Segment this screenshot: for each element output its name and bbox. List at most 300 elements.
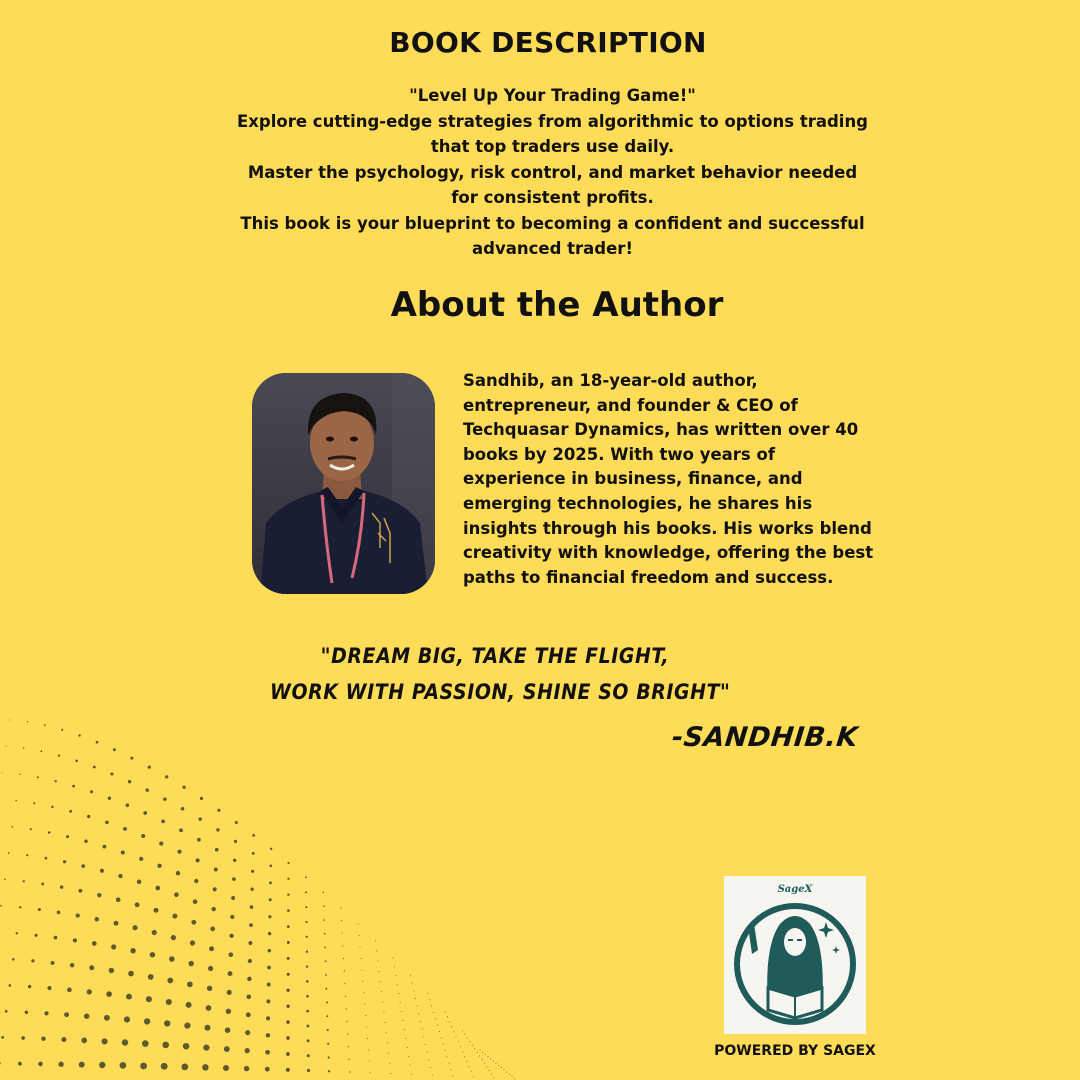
halftone-dot [514,1078,515,1079]
halftone-dot [57,911,61,915]
halftone-dot [376,951,377,952]
halftone-dot [306,1010,309,1013]
halftone-dot [361,969,362,970]
halftone-dot [287,957,290,960]
halftone-dot [113,748,116,751]
halftone-dot [99,1062,105,1068]
halftone-dot [154,908,159,913]
halftone-dot [453,1031,454,1032]
halftone-dot [381,991,382,992]
halftone-dot [200,797,203,800]
halftone-dot [403,1020,404,1021]
halftone-dot [159,842,163,846]
halftone-dot [306,995,309,998]
halftone-dot [246,1012,251,1017]
halftone-dot [184,1022,190,1028]
halftone-dot [193,899,198,904]
halftone-dot [469,1066,470,1067]
halftone-dot [28,985,31,988]
halftone-dot [445,1011,446,1012]
halftone-dot [324,947,326,949]
halftone-dot [144,1018,150,1024]
halftone-dot [493,1061,494,1062]
halftone-dot [286,989,289,992]
halftone-dot [270,848,272,850]
halftone-dot [286,1004,289,1007]
description-line: This book is your blueprint to becoming a confident and successful [240,213,865,233]
halftone-dot [488,1056,489,1057]
halftone-dot [165,775,168,778]
halftone-dot [305,876,307,878]
halftone-dot [269,881,272,884]
bio-line: creativity with knowledge, offering the best [463,543,874,563]
halftone-dot [177,850,181,854]
halftone-dot [45,857,48,860]
halftone-dot [327,1029,329,1031]
halftone-dot [84,1013,89,1018]
halftone-dot [431,1006,432,1007]
halftone-dot [181,1064,188,1071]
halftone-dot [51,806,53,808]
halftone-dot [509,1074,510,1075]
bio-line: books by 2025. With two years of [463,444,776,464]
halftone-dot [364,1004,365,1005]
about-author-heading: About the Author [390,285,724,325]
halftone-dot [183,1043,190,1050]
halftone-dot [252,834,255,837]
halftone-dot [287,973,290,976]
halftone-dot [169,956,175,962]
halftone-dot [233,859,236,862]
halftone-dot [395,975,396,976]
halftone-dot [92,941,97,946]
halftone-dot [498,1065,499,1066]
halftone-dot [360,947,361,948]
halftone-dot [490,1058,491,1059]
halftone-dot [361,958,362,959]
halftone-dot [228,952,233,957]
halftone-dot [51,961,55,965]
halftone-dot [266,999,270,1003]
halftone-dot [467,1037,468,1038]
halftone-dot [413,990,414,991]
halftone-dot [305,921,307,923]
halftone-dot [54,936,58,940]
halftone-dot [95,917,100,922]
description-line: for consistent profits. [451,188,654,207]
halftone-dot [287,862,289,864]
halftone-dot [449,1063,450,1064]
halftone-dot [388,1053,389,1054]
halftone-dot [226,1009,231,1014]
halftone-dot [435,1018,436,1019]
bio-line: Techquasar Dynamics, has written over 40 [463,420,859,440]
description-line: advanced trader! [472,239,633,258]
halftone-dot [90,790,93,793]
halftone-dot [207,986,212,991]
halftone-dot [451,1026,452,1027]
halftone-dot [148,766,151,769]
halftone-dot [286,1052,290,1056]
halftone-dot [422,1029,423,1030]
halftone-dot [208,966,213,971]
halftone-dot [328,1056,330,1058]
halftone-dot [109,968,114,973]
sagex-logo [724,876,866,1034]
halftone-dot [349,1071,350,1072]
halftone-dot [391,1073,392,1074]
halftone-dot [100,869,104,873]
halftone-dot [12,826,14,828]
halftone-dot [231,896,235,900]
halftone-dot [447,1016,448,1017]
author-photo [252,373,435,594]
halftone-dot [1,1036,4,1039]
halftone-dot [489,1070,490,1071]
halftone-dot [58,754,60,756]
halftone-dot [78,889,82,893]
halftone-dot [327,1043,329,1045]
halftone-dot [383,1012,384,1013]
halftone-dot [66,835,69,838]
halftone-dot [8,984,11,987]
halftone-dot [250,905,254,909]
bio-line: entrepreneur, and founder & CEO of [463,395,798,415]
halftone-dot [423,1036,424,1037]
halftone-dot [473,1076,474,1077]
halftone-dot [305,891,307,893]
halftone-dot [102,1038,108,1044]
halftone-dot [21,1036,25,1040]
halftone-dot [0,905,2,907]
hooded-reader-icon [724,876,866,1034]
halftone-dot [162,1042,169,1049]
halftone-dot [234,840,237,843]
halftone-dot [33,802,35,804]
halftone-dot [198,817,202,821]
halftone-dot [486,1066,487,1067]
halftone-dot [397,984,398,985]
halftone-dot [323,919,325,921]
halftone-dot [161,819,165,823]
author-portrait-icon [252,373,435,594]
halftone-dot [427,1052,428,1053]
halftone-dot [140,1062,147,1069]
halftone-dot [73,938,77,942]
halftone-dot [344,971,345,972]
halftone-dot [41,882,44,885]
halftone-dot [172,914,177,919]
halftone-dot [366,1027,367,1028]
halftone-dot [326,1015,328,1017]
halftone-dot [70,963,75,968]
halftone-dot [5,1010,8,1013]
halftone-dot [287,941,290,944]
halftone-dot [482,1052,483,1053]
halftone-dot [247,977,251,981]
halftone-dot [342,945,343,946]
halftone-dot [405,1038,406,1039]
halftone-dot [456,1036,457,1037]
description-line: Master the psychology, risk control, and market behavior needed [247,162,858,182]
halftone-dot [64,1012,69,1017]
halftone-dot [171,935,176,940]
halftone-dot [126,804,130,808]
halftone-dot [38,1062,43,1067]
halftone-dot [368,1049,369,1050]
halftone-dot [148,974,154,980]
halftone-dot [150,952,156,958]
halftone-dot [245,1030,250,1035]
halftone-dot [97,893,101,897]
halftone-dot [428,1059,429,1060]
halftone-dot [191,920,196,925]
halftone-dot [124,1016,130,1022]
halftone-dot [114,921,119,926]
halftone-dot [287,909,290,912]
halftone-dot [81,864,85,868]
halftone-dot [496,1063,497,1064]
halftone-dot [370,1072,371,1073]
bio-line: emerging technologies, he shares his [463,493,813,513]
halftone-dot [217,809,220,812]
halftone-dot [230,915,234,919]
halftone-dot [401,1011,402,1012]
halftone-dot [307,1069,310,1072]
bio-line: experience in business, finance, and [463,469,803,489]
halftone-dot [245,1048,250,1053]
halftone-dot [466,1061,467,1062]
halftone-dot [325,988,327,990]
halftone-dot [266,1016,270,1020]
halftone-dot [375,940,376,941]
halftone-dot [432,1075,433,1076]
halftone-dot [38,908,41,911]
halftone-dot [235,821,238,824]
halftone-dot [10,720,11,721]
halftone-dot [40,750,42,752]
halftone-dot [450,1069,451,1070]
halftone-dot [126,994,132,1000]
halftone-dot [365,1015,366,1016]
halftone-dot [326,1002,328,1004]
description-line: "Level Up Your Trading Game!" [409,86,696,105]
halftone-dot [108,797,111,800]
halftone-dot [504,1069,505,1070]
halftone-dot [482,1059,483,1060]
halftone-dot [267,966,271,970]
halftone-dot [96,741,99,744]
halftone-dot [484,1063,485,1064]
halftone-dot [479,1056,480,1057]
halftone-dot [188,961,193,966]
halftone-dot [464,1056,465,1057]
halftone-dot [223,1065,229,1071]
halftone-dot [118,874,122,878]
halftone-dot [465,1034,466,1035]
halftone-dot [345,996,346,997]
halftone-dot [382,1002,383,1003]
halftone-dot [410,975,411,976]
halftone-dot [104,1015,110,1021]
halftone-dot [72,785,75,788]
halftone-dot [128,971,134,977]
quote-signature: -SANDHIB.K [670,722,860,753]
halftone-dot [227,990,232,995]
halftone-dot [18,1062,22,1066]
halftone-dot [123,827,127,831]
halftone-dot [60,885,63,888]
halftone-dot [111,944,116,949]
halftone-dot [472,1045,473,1046]
halftone-dot [37,776,39,778]
halftone-dot [174,892,179,897]
halftone-dot [380,981,381,982]
halftone-dot [232,877,236,881]
halftone-dot [449,1021,450,1022]
halftone-dot [176,871,180,875]
halftone-dot [190,940,195,945]
halftone-dot [2,772,3,773]
halftone-dot [462,1030,463,1031]
halftone-dot [130,757,133,760]
halftone-dot [27,721,28,722]
halftone-dot [323,892,324,893]
halftone-dot [214,868,218,872]
halftone-dot [359,935,360,936]
halftone-dot [418,1013,419,1014]
halftone-dot [404,1029,405,1030]
halftone-dot [181,807,185,811]
halftone-dot [61,729,63,731]
halftone-dot [462,1051,463,1052]
halftone-dot [430,1067,431,1068]
halftone-dot [0,1062,1,1065]
halftone-dot [102,845,106,849]
halftone-dot [429,999,430,1000]
halftone-dot [61,1037,66,1042]
halftone-dot [344,983,345,984]
halftone-dot [44,1011,48,1015]
halftone-dot [146,996,152,1002]
halftone-dot [55,780,57,782]
halftone-dot [480,1050,481,1051]
halftone-dot [286,1068,290,1072]
halftone-dot [501,1067,502,1068]
halftone-dot [143,811,147,815]
halftone-dot [307,1039,310,1042]
halftone-dot [415,998,416,999]
quote-line: "DREAM BIG, TAKE THE FLIGHT, [320,644,670,668]
halftone-dot [19,773,20,774]
halftone-dot [477,1052,478,1053]
halftone-dot [206,1005,212,1011]
halftone-dot [306,965,308,967]
halftone-dot [377,961,378,962]
halftone-dot [417,1006,418,1007]
halftone-dot [491,1074,492,1075]
halftone-dot [182,786,185,789]
halftone-dot [63,860,66,863]
bio-line: insights through his books. His works blend [463,518,872,538]
halftone-dot [343,958,344,959]
halftone-dot [420,1021,421,1022]
halftone-dot [306,1025,309,1028]
halftone-dot [342,933,343,934]
halftone-dot [120,1062,127,1069]
halftone-dot [324,933,326,935]
halftone-dot [145,788,148,791]
halftone-dot [139,857,143,861]
halftone-dot [137,880,142,885]
halftone-dot [35,934,38,937]
halftone-dot [387,1042,388,1043]
halftone-dot [407,1047,408,1048]
halftone-dot [362,981,363,982]
halftone-dot [447,1056,448,1057]
halftone-dot [79,1062,85,1068]
halftone-dot [203,1044,209,1050]
halftone-dot [346,1021,347,1022]
halftone-dot [76,914,80,918]
halftone-dot [106,991,112,997]
halftone-dot [469,1041,470,1042]
halftone-dot [166,999,172,1005]
halftone-dot [228,971,233,976]
halftone-dot [346,1008,347,1009]
description-line: Explore cutting-edge strategies from algorithmic to options trading [237,111,868,131]
halftone-dot [16,932,18,934]
halftone-dot [347,1034,348,1035]
halftone-dot [266,1033,270,1037]
halftone-dot [348,1046,349,1047]
halftone-dot [133,925,138,930]
quote-line: WORK WITH PASSION, SHINE SO BRIGHT" [270,680,731,704]
halftone-dot [445,1050,446,1051]
halftone-dot [187,981,193,987]
halftone-dot [4,878,6,880]
halftone-dot [265,1050,270,1055]
halftone-dot [268,915,271,918]
halftone-dot [268,949,272,953]
halftone-dot [394,966,395,967]
halftone-dot [44,724,46,726]
halftone-dot [506,1072,507,1073]
halftone-dot [244,1066,250,1072]
halftone-dot [157,864,161,868]
halftone-dot [369,1061,370,1062]
powered-by-label: POWERED BY SAGEX [714,1043,876,1059]
halftone-dot [252,852,255,855]
halftone-dot [84,840,87,843]
halftone-dot [411,1074,412,1075]
halftone-dot [287,893,289,895]
halftone-dot [412,983,413,984]
halftone-dot [433,1012,434,1013]
halftone-dot [439,1031,440,1032]
halftone-dot [286,1020,290,1024]
halftone-dot [425,1044,426,1045]
halftone-dot [58,1062,63,1067]
halftone-dot [286,1036,290,1040]
author-quote [270,638,731,710]
halftone-dot [210,927,215,932]
halftone-dot [229,934,233,938]
halftone-dot [269,898,272,901]
halftone-dot [128,780,131,783]
halftone-dot [8,852,10,854]
halftone-dot [164,1020,170,1026]
